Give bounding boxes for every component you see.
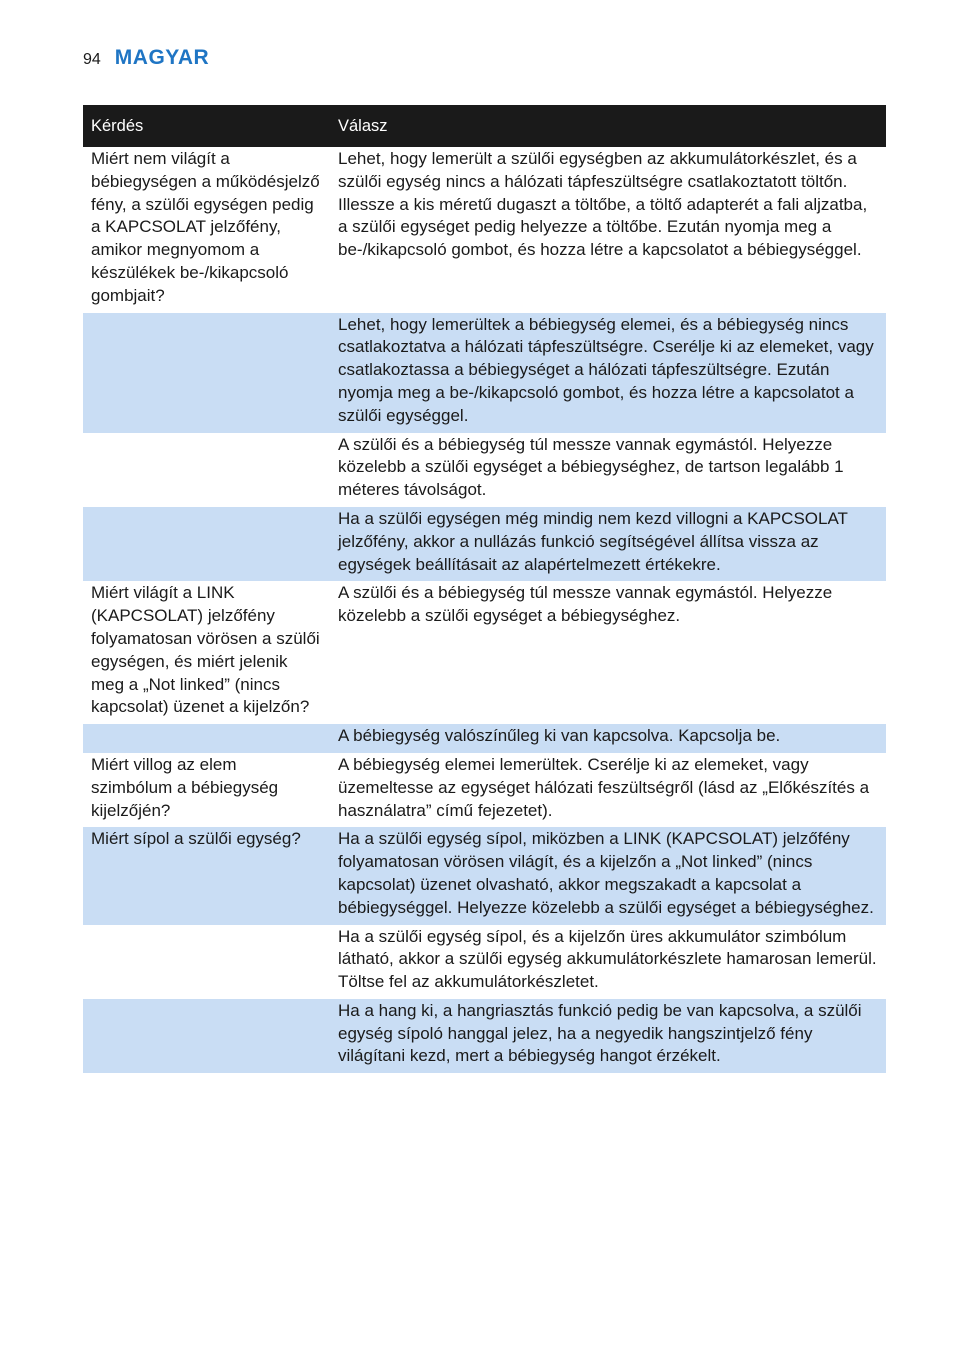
question-cell: Miért sípol a szülői egység? — [83, 827, 330, 924]
answer-cell: Ha a szülői egység sípol, miközben a LINK (KAPCSOLAT) jelzőfény folyamatosan vörösen világít, és a kijelzőn a „Not linked” (nincs kapcsolat) üzenet olvasható, akkor megszakadt a kapcsolat a bébiegységgel. Helyezze közelebb a szülői egységet a bébiegységhez. — [330, 827, 886, 924]
table-row — [83, 581, 886, 724]
answer-cell: Ha a szülői egységen még mindig nem kezd villogni a KAPCSOLAT jelzőfény, akkor a nullázás funkció segítségével állítsa vissza az egységek beállításait az alapértelmezett értékekre. — [330, 507, 886, 581]
table-row — [83, 313, 886, 433]
table-row — [83, 753, 886, 827]
section-language-title: MAGYAR — [114, 46, 210, 69]
column-header-answer: Válasz — [330, 105, 886, 147]
question-cell — [83, 313, 330, 433]
table-row — [83, 724, 886, 753]
table-row — [83, 433, 886, 507]
page-header — [83, 46, 209, 76]
table-row — [83, 925, 886, 999]
question-cell — [83, 999, 330, 1073]
table-row — [83, 507, 886, 581]
question-cell — [83, 507, 330, 581]
answer-cell: A szülői és a bébiegység túl messze vannak egymástól. Helyezze közelebb a szülői egységet a bébiegységhez. — [330, 581, 886, 724]
answer-cell: A bébiegység elemei lemerültek. Cserélje ki az elemeket, vagy üzemeltesse az egységet hálózati feszültségről (lásd az „Előkészítés a használatra” című fejezetet). — [330, 753, 886, 827]
question-cell — [83, 724, 330, 753]
answer-cell: Lehet, hogy lemerültek a bébiegység elemei, és a bébiegység nincs csatlakoztatva a hálózati tápfeszültségre. Cserélje ki az elemeket, vagy csatlakoztassa a bébiegységet a hálózati tápfeszültségre. Ezután nyomja meg a be-/kikapcsoló gombot, és hozza létre a kapcsolatot a szülői egységgel. — [330, 313, 886, 433]
page-number: 94 — [83, 51, 101, 68]
answer-cell: Ha a hang ki, a hangriasztás funkció pedig be van kapcsolva, a szülői egység sípoló hanggal jelez, ha a negyedik hangszintjelző fény világítani kezd, mert a bébiegység hangot érzékelt. — [330, 999, 886, 1073]
question-cell: Miért világít a LINK (KAPCSOLAT) jelzőfény folyamatosan vörösen a szülői egységen, és miért jelenik meg a „Not linked” (nincs kapcsolat) üzenet a kijelzőn? — [83, 581, 330, 724]
question-cell: Miért villog az elem szimbólum a bébiegység kijelzőjén? — [83, 753, 330, 827]
answer-cell: Ha a szülői egység sípol, és a kijelzőn üres akkumulátor szimbólum látható, akkor a szülői egység akkumulátorkészlete hamarosan lemerül. Töltse fel az akkumulátorkészletet. — [330, 925, 886, 999]
troubleshooting-table — [83, 105, 886, 1073]
question-cell: Miért nem világít a bébiegységen a működésjelző fény, a szülői egységen pedig a KAPCSOLAT jelzőfény, amikor megnyomom a készülékek be-/kikapcsoló gombjait? — [83, 147, 330, 313]
answer-cell: A szülői és a bébiegység túl messze vannak egymástól. Helyezze közelebb a szülői egységet a bébiegységhez, de tartson legalább 1 méteres távolságot. — [330, 433, 886, 507]
column-header-question: Kérdés — [83, 105, 330, 147]
answer-cell: Lehet, hogy lemerült a szülői egységben az akkumulátorkészlet, és a szülői egység nincs a hálózati tápfeszültségre csatlakoztatott töltőn. Illessze a kis méretű dugaszt a töltőbe, a töltő adapterét a fali aljzatba, a szülői egységet pedig helyezze a töltőbe. Ezután nyomja meg a be-/kikapcsoló gombot, és hozza létre a kapcsolatot a bébiegységgel. — [330, 147, 886, 313]
table-row — [83, 147, 886, 313]
question-cell — [83, 433, 330, 507]
question-cell — [83, 925, 330, 999]
table-header-row — [83, 105, 886, 147]
answer-cell: A bébiegység valószínűleg ki van kapcsolva. Kapcsolja be. — [330, 724, 886, 753]
table-row — [83, 827, 886, 924]
table-row — [83, 999, 886, 1073]
